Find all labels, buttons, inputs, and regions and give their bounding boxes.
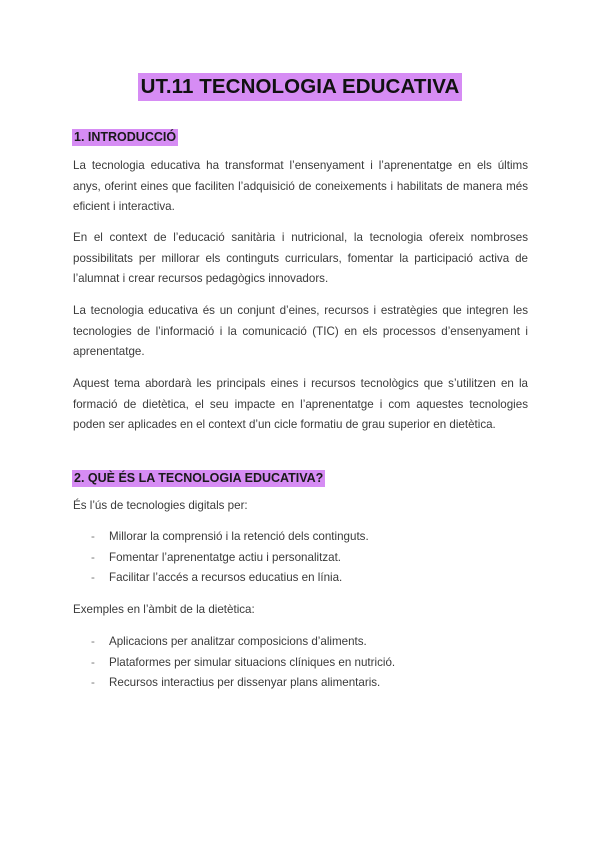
bullet-dash: - [91, 635, 95, 648]
section-1-paragraph-4: Aquest tema abordarà les principals eines i recursos tecnològics que s’utilitzen en la formació de dietètica, el seu impacte en l’aprenentatge i com aquestes tecnologies poden ser aplicades en el context d’un cicle formatiu de grau superior en dietètica. [73, 377, 528, 431]
section-1-heading: 1. INTRODUCCIÓ [74, 130, 177, 144]
bullet-dash: - [91, 676, 95, 689]
list-item-text: Facilitar l’accés a recursos educatius en línia. [109, 571, 343, 584]
section-1-paragraph-2: En el context de l’educació sanitària i nutricional, la tecnologia ofereix nombroses possibilitats per millorar els continguts curriculars, fomentar la participació activa de l’alumnat i crear recursos pedagògics innovadors. [73, 231, 528, 285]
list-item-text: Aplicacions per analitzar composicions d’aliments. [109, 635, 367, 648]
bullet-dash: - [91, 530, 95, 543]
list-item-text: Plataformes per simular situacions clíniques en nutrició. [109, 655, 396, 669]
title-container [0, 73, 600, 101]
list-item-text: Millorar la comprensió i la retenció dels continguts. [109, 530, 369, 543]
list-item-text: Recursos interactius per dissenyar plans alimentaris. [109, 676, 381, 689]
section-1-paragraph-3: La tecnologia educativa és un conjunt d’eines, recursos i estratègies que integren les tecnologies de l’informació i la comunicació (TIC) en els processos d’ensenyament i aprenentatge. [73, 304, 528, 358]
section-1-paragraph-1: La tecnologia educativa ha transformat l’ensenyament i l’aprenentatge en els últims anys, oferint eines que faciliten l’adquisició de coneixements i habilitats de manera més eficient i interactiva. [73, 159, 528, 213]
list-item-text: Fomentar l’aprenentatge actiu i personalitzat. [109, 550, 342, 564]
section-2-intro: És l’ús de tecnologies digitals per: [73, 499, 248, 512]
document-title: UT.11 TECNOLOGIA EDUCATIVA [138, 73, 463, 101]
bullet-dash: - [91, 655, 95, 669]
examples-label: Exemples en l’àmbit de la dietètica: [73, 603, 255, 616]
bullet-dash: - [91, 550, 95, 564]
bullet-dash: - [91, 571, 95, 584]
section-2-heading: 2. QUÈ ÉS LA TECNOLOGIA EDUCATIVA? [74, 471, 324, 485]
